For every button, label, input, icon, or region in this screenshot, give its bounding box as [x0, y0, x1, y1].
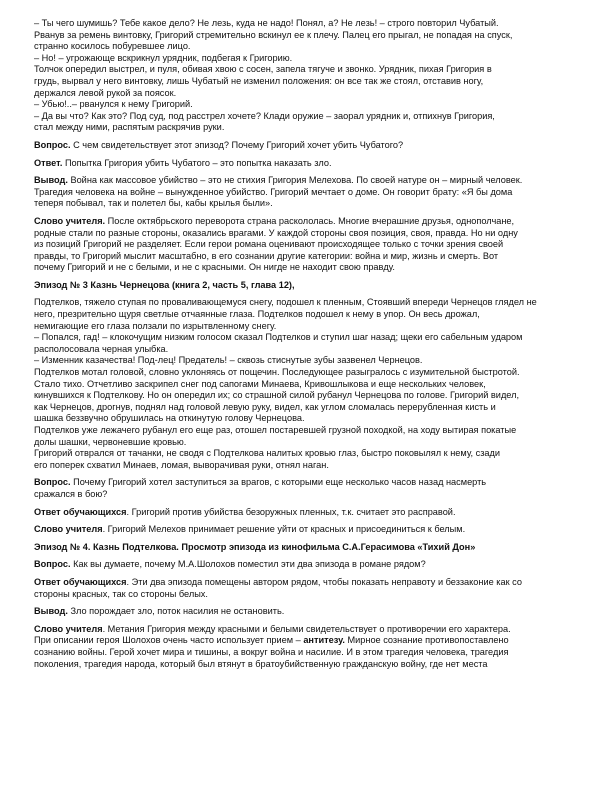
answer-label: Ответ. [34, 157, 63, 168]
question-2 [34, 477, 579, 500]
text-line: держался левой рукой за поясок. [34, 87, 177, 98]
text-line: Подтелков мотал головой, словно уклоняясь от пощечин. Последующее разыгралось с изумительной быстротой. [34, 367, 520, 378]
question-label: Вопрос. [34, 559, 71, 570]
conclusion-label: Вывод. [34, 606, 68, 617]
text-line: Рванув за ремень винтовку, Григорий стремительно вскинул ее к плечу. Палец его прыгал, не попадая на спуск, [34, 29, 513, 40]
dialogue-excerpt [34, 18, 579, 134]
text-line: . Эти два эпизода помещены автором рядом, чтобы показать неправоту и беззаконие как со [126, 576, 522, 587]
document-page [34, 18, 579, 670]
text-line: теперя побывал, так и полетел бы, кабы крылья были». [34, 198, 273, 209]
question-text: С чем свидетельствует этот эпизод? Почему Григорий хочет убить Чубатого? [70, 139, 404, 150]
text-line: странно косилось побуревшее лицо. [34, 41, 191, 52]
text-line: правды, то Григорий мыслит масштабно, в его сознании другие категории: война и мир, жизнь и смерть. Вот [34, 250, 499, 261]
text-line: Подтелков, тяжело ступая по проваливающемуся снегу, подошел к пленным, Стоявший впереди Чернецов глядел не [34, 297, 537, 308]
text-line: Стало тихо. Отчетливо заскрипел снег под сапогами Минаева, Кривошлыкова и еще нескольких человек, [34, 378, 486, 389]
text-line: стал между ними, распятым раскрячив руки. [34, 122, 225, 133]
text-line: его поперек схватил Минаев, ломая, выворачивая руки, отнял наган. [34, 459, 329, 470]
text-line: долы шашки, червоневшие кровью. [34, 436, 187, 447]
episode-4-heading: Эпизод № 4. Казнь Подтелкова. Просмотр эпизода из кинофильма С.А.Герасимова «Тихий Дон» [34, 541, 476, 552]
text-line: – Убью!..– рванулся к нему Григорий. [34, 99, 193, 110]
text-line: Мирное сознание противопоставлено [344, 635, 509, 646]
text-line: После октябрьского переворота страна раскололась. Многие вчерашние друзья, однополчане, [105, 215, 515, 226]
text-line: сознанию войны. Герой хочет мира и тишины, а вокруг война и насилие. И в этом трагедия человека, трагедия [34, 646, 509, 657]
text-line: – Попался, гад! – клокочущим низким голосом сказал Подтелков и ступил шаг назад; щеки его сабельным ударом [34, 332, 523, 343]
text-line: располосовала черная улыбка. [34, 343, 169, 354]
text-line: Григорий отврался от тачанки, не сводя с Подтелкова налитых кровью глаз, быстро поковылял к нему, сзади [34, 448, 501, 459]
question-label: Вопрос. [34, 139, 71, 150]
answer-2 [34, 507, 579, 519]
conclusion-2 [34, 606, 579, 618]
term-antithesis: антитезу. [303, 635, 345, 646]
text-line: как Чернецов, дрогнув, поднял над головой левую руку, видел, как углом сломалась перерубленная кисть и [34, 401, 496, 412]
episode-3-excerpt [34, 297, 579, 471]
text-line: поколения, трагедия народа, который был втянут в братоубийственную гражданскую войну, где нет места [34, 658, 488, 669]
answer-label: Ответ обучающихся [34, 576, 127, 587]
answer-3 [34, 577, 579, 600]
episode-3-heading: Эпизод № 3 Казнь Чернецова (книга 2, часть 5, глава 12), [34, 279, 295, 290]
teacher-word-2 [34, 524, 579, 536]
text-line: родные стали по разные стороны, оказались врагами. У каждой стороны своя позиция, своя, правда. Но ни одну [34, 227, 518, 238]
text-line: шашка беззвучно обрушилась на откинутую голову Чернецова. [34, 413, 305, 424]
text-line: него, презрительно щуря светлые отчаянные глаза. Подтелков подошел к нему в упор. Он весь дрожал, [34, 309, 480, 320]
question-1 [34, 140, 579, 152]
answer-text: . Григорий против убийства безоружных пленных, т.к. считает это расправой. [126, 506, 456, 517]
text-line: Трагедия человека на войне – вынужденное убийство. Григорий мечтает о доме. Он говорит брату: «Я бы дома [34, 186, 513, 197]
text-line: При описании героя Шолохов очень часто использует прием – [34, 635, 304, 646]
teacher-text: . Григорий Мелехов принимает решение уйти от красных и присоединиться к белым. [102, 524, 466, 535]
text-line: кинувшихся к Подтелкову. Но он опередил их; со страшной силой рубанул Чернецова по голове. Григорий видел, [34, 390, 520, 401]
text-line: – Ты чего шумишь? Тебе какое дело? Не лезь, куда не надо! Понял, а? Не лезь! – строго повторил Чубатый. [34, 18, 499, 28]
conclusion-text: Зло порождает зло, поток насилия не остановить. [67, 606, 285, 617]
answer-label: Ответ обучающихся [34, 506, 127, 517]
text-line: стороны красных, так со стороны белых. [34, 588, 208, 599]
text-line: – Изменник казачества! Под-лец! Предатель! – сквозь стиснутые зубы зазвенел Чернецов. [34, 355, 423, 366]
teacher-word-3 [34, 624, 579, 670]
text-line: из позиций Григорий не разделяет. Если герои романа оценивают происходящее только с точки зрения своей [34, 239, 504, 250]
teacher-label: Слово учителя [34, 623, 103, 634]
question-label: Вопрос. [34, 477, 71, 488]
text-line: Война как массовое убийство – это не стихия Григория Мелехова. По своей натуре он – мирный человек. [67, 175, 523, 186]
text-line: сражался в бою? [34, 488, 108, 499]
question-3 [34, 559, 579, 571]
text-line: почему Григорий и не с белыми, и не с красными. Он нигде не находит свою правду. [34, 262, 395, 273]
text-line: Почему Григорий хотел заступиться за врагов, с которыми еще несколько часов назад насмерть [70, 477, 487, 488]
answer-text: Попытка Григория убить Чубатого – это попытка наказать зло. [62, 157, 332, 168]
text-line: немигающие его глаза ползали по изрытвленному снегу. [34, 320, 277, 331]
text-line: Подтелков уже лежачего рубанул его еще раз, отошел постаревшей грузной походкой, на ходу вытирая покатые [34, 425, 517, 435]
teacher-label: Слово учителя. [34, 215, 106, 226]
text-line: – Да вы что? Как это? Под суд, под расстрел хочете? Клади оружие – заорал урядник и, отпихнув Григория, [34, 110, 495, 121]
conclusion-1 [34, 175, 579, 210]
answer-1 [34, 158, 579, 170]
question-text: Как вы думаете, почему М.А.Шолохов поместил эти два эпизода в романе рядом? [70, 559, 426, 570]
text-line: – Но! – угрожающе вскрикнул урядник, подбегая к Григорию. [34, 52, 293, 63]
text-line: грудь, вырвал у него винтовку, лишь Чубатый не изменил положения: он все так же стоял, отставив ногу, [34, 75, 484, 86]
teacher-word-1 [34, 216, 579, 274]
teacher-label: Слово учителя [34, 524, 103, 535]
text-line: . Метания Григория между красными и белыми свидетельствует о противоречии его характера. [102, 623, 511, 634]
text-line: Толчок опередил выстрел, и пуля, обивая хвою с сосен, запела тягуче и звонко. Урядник, пихая Григория в [34, 64, 492, 75]
conclusion-label: Вывод. [34, 175, 68, 186]
